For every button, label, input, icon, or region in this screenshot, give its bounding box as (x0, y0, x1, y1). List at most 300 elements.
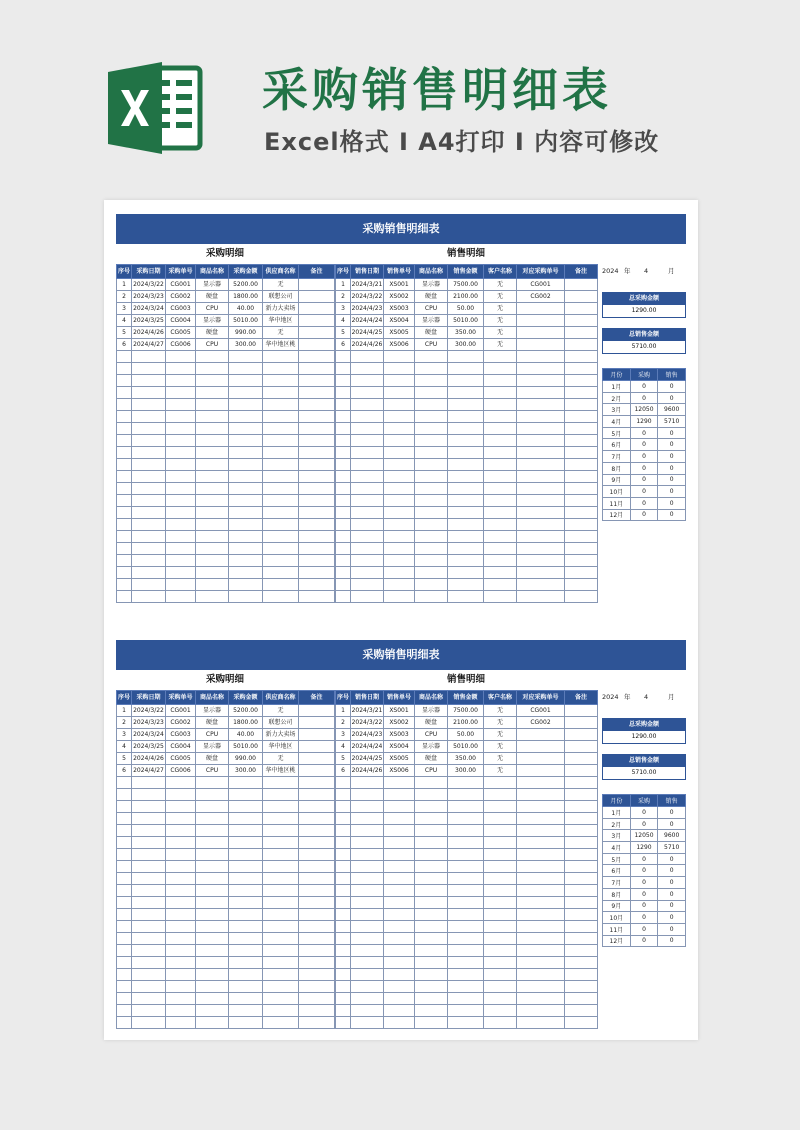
table-cell[interactable] (299, 873, 335, 885)
table-cell[interactable] (263, 1005, 299, 1017)
table-cell[interactable] (132, 351, 166, 363)
table-cell[interactable] (117, 801, 132, 813)
table-cell[interactable]: 0 (630, 877, 658, 889)
table-cell[interactable]: 华中地区 (263, 741, 299, 753)
table-cell[interactable]: 无 (484, 753, 517, 765)
table-cell[interactable] (384, 801, 415, 813)
table-cell[interactable] (299, 969, 335, 981)
table-cell[interactable] (117, 981, 132, 993)
table-cell[interactable] (196, 519, 229, 531)
table-cell[interactable] (384, 909, 415, 921)
table-cell[interactable]: 1 (336, 705, 351, 717)
table-cell[interactable]: 6 (336, 339, 351, 351)
table-cell[interactable] (336, 435, 351, 447)
table-cell[interactable] (196, 399, 229, 411)
table-cell[interactable] (132, 483, 166, 495)
table-cell[interactable] (196, 507, 229, 519)
table-cell[interactable] (565, 933, 598, 945)
table-cell[interactable] (448, 837, 484, 849)
table-cell[interactable] (484, 399, 517, 411)
table-cell[interactable] (415, 471, 448, 483)
table-cell[interactable] (299, 981, 335, 993)
table-cell[interactable]: 硬盘 (415, 291, 448, 303)
table-cell[interactable] (229, 375, 263, 387)
table-cell[interactable]: 6 (117, 765, 132, 777)
table-cell[interactable]: 2024/4/27 (132, 765, 166, 777)
table-cell[interactable] (117, 351, 132, 363)
table-cell[interactable] (351, 543, 384, 555)
table-cell[interactable] (117, 375, 132, 387)
table-cell[interactable] (517, 993, 565, 1005)
table-cell[interactable] (484, 495, 517, 507)
table-cell[interactable] (229, 933, 263, 945)
table-cell[interactable] (299, 717, 335, 729)
table-cell[interactable] (336, 447, 351, 459)
table-cell[interactable]: 3 (336, 303, 351, 315)
table-cell[interactable] (132, 897, 166, 909)
table-cell[interactable] (565, 849, 598, 861)
table-cell[interactable] (336, 1005, 351, 1017)
table-cell[interactable]: CPU (196, 303, 229, 315)
table-cell[interactable] (299, 519, 335, 531)
table-cell[interactable] (517, 837, 565, 849)
table-cell[interactable]: 硬盘 (415, 753, 448, 765)
table-cell[interactable] (132, 789, 166, 801)
table-cell[interactable] (517, 885, 565, 897)
table-cell[interactable] (229, 789, 263, 801)
table-cell[interactable] (336, 591, 351, 603)
table-cell[interactable]: 华中地区桃 (263, 339, 299, 351)
table-cell[interactable] (117, 447, 132, 459)
table-cell[interactable] (263, 579, 299, 591)
table-cell[interactable] (415, 435, 448, 447)
table-cell[interactable] (166, 507, 196, 519)
table-cell[interactable] (415, 555, 448, 567)
table-cell[interactable] (351, 993, 384, 1005)
table-cell[interactable] (229, 567, 263, 579)
table-cell[interactable] (565, 717, 598, 729)
table-cell[interactable] (336, 789, 351, 801)
table-cell[interactable] (299, 849, 335, 861)
table-cell[interactable] (351, 555, 384, 567)
table-cell[interactable] (517, 363, 565, 375)
table-cell[interactable]: 0 (630, 935, 658, 947)
table-cell[interactable] (196, 351, 229, 363)
table-cell[interactable] (517, 447, 565, 459)
table-cell[interactable]: 无 (484, 303, 517, 315)
table-cell[interactable] (166, 351, 196, 363)
table-cell[interactable]: 0 (630, 392, 658, 404)
table-cell[interactable] (415, 1017, 448, 1029)
table-cell[interactable] (263, 375, 299, 387)
table-cell[interactable] (415, 375, 448, 387)
table-cell[interactable] (336, 519, 351, 531)
table-cell[interactable]: 2024/3/21 (351, 279, 384, 291)
table-cell[interactable] (263, 363, 299, 375)
table-cell[interactable] (299, 411, 335, 423)
table-cell[interactable] (484, 459, 517, 471)
table-cell[interactable] (299, 765, 335, 777)
table-cell[interactable] (117, 471, 132, 483)
table-cell[interactable] (263, 981, 299, 993)
table-cell[interactable] (351, 399, 384, 411)
table-cell[interactable] (263, 837, 299, 849)
table-cell[interactable]: 4 (336, 315, 351, 327)
table-cell[interactable] (166, 1017, 196, 1029)
table-cell[interactable] (336, 411, 351, 423)
table-cell[interactable]: 50.00 (448, 303, 484, 315)
table-cell[interactable] (117, 387, 132, 399)
table-cell[interactable] (132, 777, 166, 789)
table-cell[interactable] (565, 705, 598, 717)
table-cell[interactable] (132, 933, 166, 945)
table-cell[interactable] (565, 471, 598, 483)
table-cell[interactable]: CG006 (166, 765, 196, 777)
table-cell[interactable] (299, 933, 335, 945)
month-value[interactable]: 4 (644, 267, 649, 275)
table-cell[interactable] (415, 507, 448, 519)
table-cell[interactable] (132, 993, 166, 1005)
table-cell[interactable]: 0 (658, 935, 686, 947)
table-cell[interactable]: 7月 (603, 451, 631, 463)
table-cell[interactable] (117, 555, 132, 567)
table-cell[interactable] (263, 543, 299, 555)
table-cell[interactable] (132, 849, 166, 861)
table-cell[interactable] (196, 435, 229, 447)
table-cell[interactable]: 无 (263, 705, 299, 717)
table-cell[interactable] (299, 531, 335, 543)
table-cell[interactable] (132, 957, 166, 969)
table-cell[interactable]: 无 (484, 705, 517, 717)
table-cell[interactable] (336, 567, 351, 579)
table-cell[interactable]: 3 (117, 303, 132, 315)
table-cell[interactable] (565, 435, 598, 447)
table-cell[interactable] (299, 579, 335, 591)
table-cell[interactable]: 显示器 (196, 279, 229, 291)
table-cell[interactable]: 10月 (603, 486, 631, 498)
table-cell[interactable]: 0 (658, 923, 686, 935)
table-cell[interactable] (229, 825, 263, 837)
table-cell[interactable]: 0 (658, 888, 686, 900)
table-cell[interactable] (351, 423, 384, 435)
table-cell[interactable]: 1月 (603, 381, 631, 393)
table-cell[interactable] (565, 567, 598, 579)
table-cell[interactable] (517, 567, 565, 579)
table-cell[interactable] (415, 969, 448, 981)
table-cell[interactable] (229, 435, 263, 447)
table-cell[interactable] (132, 495, 166, 507)
table-cell[interactable] (229, 885, 263, 897)
table-cell[interactable] (263, 993, 299, 1005)
table-cell[interactable] (565, 945, 598, 957)
table-cell[interactable]: 5 (336, 327, 351, 339)
table-cell[interactable]: 硬盘 (415, 327, 448, 339)
table-cell[interactable] (484, 957, 517, 969)
table-cell[interactable] (196, 495, 229, 507)
table-cell[interactable]: 1800.00 (229, 291, 263, 303)
table-cell[interactable] (517, 765, 565, 777)
table-cell[interactable]: 2 (336, 717, 351, 729)
table-cell[interactable]: CPU (415, 339, 448, 351)
table-cell[interactable] (299, 363, 335, 375)
table-cell[interactable] (448, 993, 484, 1005)
table-cell[interactable]: 40.00 (229, 303, 263, 315)
table-cell[interactable] (415, 933, 448, 945)
table-cell[interactable] (565, 399, 598, 411)
table-cell[interactable]: 11月 (603, 497, 631, 509)
table-cell[interactable]: 7500.00 (448, 279, 484, 291)
table-cell[interactable] (484, 363, 517, 375)
table-cell[interactable] (384, 897, 415, 909)
table-cell[interactable] (484, 387, 517, 399)
table-cell[interactable]: CPU (415, 765, 448, 777)
table-cell[interactable] (517, 945, 565, 957)
table-cell[interactable] (196, 813, 229, 825)
table-cell[interactable] (229, 861, 263, 873)
table-cell[interactable] (565, 339, 598, 351)
table-cell[interactable] (196, 825, 229, 837)
table-cell[interactable]: 2024/4/25 (351, 753, 384, 765)
table-cell[interactable] (517, 471, 565, 483)
table-cell[interactable] (565, 495, 598, 507)
table-cell[interactable] (132, 567, 166, 579)
table-cell[interactable] (196, 567, 229, 579)
table-cell[interactable] (132, 399, 166, 411)
table-cell[interactable]: 0 (658, 497, 686, 509)
table-cell[interactable] (336, 885, 351, 897)
table-cell[interactable] (484, 837, 517, 849)
table-cell[interactable]: 无 (263, 327, 299, 339)
table-cell[interactable] (484, 849, 517, 861)
table-cell[interactable]: 联想公司 (263, 717, 299, 729)
table-cell[interactable] (263, 957, 299, 969)
table-cell[interactable] (166, 849, 196, 861)
table-cell[interactable] (263, 531, 299, 543)
table-cell[interactable] (196, 789, 229, 801)
table-cell[interactable]: 2 (336, 291, 351, 303)
table-cell[interactable] (196, 969, 229, 981)
table-cell[interactable]: 显示器 (196, 315, 229, 327)
table-cell[interactable] (166, 519, 196, 531)
table-cell[interactable] (517, 777, 565, 789)
table-cell[interactable]: 40.00 (229, 729, 263, 741)
table-cell[interactable] (517, 1017, 565, 1029)
table-cell[interactable]: 2024/4/24 (351, 315, 384, 327)
table-cell[interactable] (517, 981, 565, 993)
table-cell[interactable] (132, 969, 166, 981)
table-cell[interactable] (229, 945, 263, 957)
table-cell[interactable] (565, 837, 598, 849)
table-cell[interactable] (336, 471, 351, 483)
table-cell[interactable] (132, 861, 166, 873)
table-cell[interactable] (132, 813, 166, 825)
table-cell[interactable]: 300.00 (448, 765, 484, 777)
table-cell[interactable] (117, 591, 132, 603)
table-cell[interactable] (517, 909, 565, 921)
table-cell[interactable] (565, 825, 598, 837)
table-cell[interactable] (565, 741, 598, 753)
table-cell[interactable] (299, 813, 335, 825)
table-cell[interactable] (229, 777, 263, 789)
table-cell[interactable] (384, 495, 415, 507)
table-cell[interactable] (229, 837, 263, 849)
table-cell[interactable]: 5月 (603, 853, 631, 865)
table-cell[interactable] (229, 447, 263, 459)
table-cell[interactable]: 联想公司 (263, 291, 299, 303)
table-cell[interactable] (117, 945, 132, 957)
table-cell[interactable] (448, 861, 484, 873)
table-cell[interactable] (565, 447, 598, 459)
table-cell[interactable] (299, 789, 335, 801)
table-cell[interactable] (299, 471, 335, 483)
table-cell[interactable]: 0 (658, 462, 686, 474)
table-cell[interactable] (166, 825, 196, 837)
table-cell[interactable]: CG005 (166, 753, 196, 765)
table-cell[interactable] (517, 813, 565, 825)
table-cell[interactable]: XS003 (384, 303, 415, 315)
table-cell[interactable] (415, 813, 448, 825)
table-cell[interactable] (517, 849, 565, 861)
table-cell[interactable] (448, 579, 484, 591)
table-cell[interactable] (351, 789, 384, 801)
table-cell[interactable]: 1 (336, 279, 351, 291)
table-cell[interactable]: 3 (117, 729, 132, 741)
table-cell[interactable] (299, 351, 335, 363)
table-cell[interactable] (299, 591, 335, 603)
table-cell[interactable]: 2024/3/25 (132, 741, 166, 753)
table-cell[interactable] (565, 387, 598, 399)
table-cell[interactable]: 显示器 (415, 279, 448, 291)
table-cell[interactable] (132, 435, 166, 447)
table-cell[interactable] (196, 981, 229, 993)
table-cell[interactable] (117, 483, 132, 495)
table-cell[interactable] (415, 579, 448, 591)
table-cell[interactable] (565, 543, 598, 555)
table-cell[interactable]: 2月 (603, 392, 631, 404)
table-cell[interactable] (415, 459, 448, 471)
table-cell[interactable]: 硬盘 (196, 327, 229, 339)
table-cell[interactable]: 0 (658, 474, 686, 486)
table-cell[interactable] (263, 507, 299, 519)
table-cell[interactable] (166, 531, 196, 543)
table-cell[interactable] (517, 531, 565, 543)
table-cell[interactable] (336, 399, 351, 411)
table-cell[interactable]: 3月 (603, 830, 631, 842)
table-cell[interactable]: XS002 (384, 291, 415, 303)
table-cell[interactable]: 2024/4/26 (132, 327, 166, 339)
table-cell[interactable] (351, 969, 384, 981)
table-cell[interactable] (384, 483, 415, 495)
table-cell[interactable] (229, 969, 263, 981)
table-cell[interactable]: 2月 (603, 818, 631, 830)
table-cell[interactable] (448, 399, 484, 411)
table-cell[interactable] (384, 519, 415, 531)
table-cell[interactable] (448, 933, 484, 945)
table-cell[interactable] (263, 789, 299, 801)
table-cell[interactable] (299, 339, 335, 351)
table-cell[interactable] (263, 591, 299, 603)
table-cell[interactable] (299, 777, 335, 789)
table-cell[interactable] (166, 789, 196, 801)
table-cell[interactable]: 9月 (603, 900, 631, 912)
table-cell[interactable]: 6月 (603, 865, 631, 877)
table-cell[interactable]: 0 (630, 474, 658, 486)
table-cell[interactable] (132, 1017, 166, 1029)
table-cell[interactable] (415, 591, 448, 603)
table-cell[interactable]: 2024/4/25 (351, 327, 384, 339)
table-cell[interactable]: 2024/4/24 (351, 741, 384, 753)
table-cell[interactable]: 0 (630, 865, 658, 877)
table-cell[interactable] (484, 483, 517, 495)
table-cell[interactable] (517, 435, 565, 447)
table-cell[interactable] (166, 543, 196, 555)
table-cell[interactable] (351, 825, 384, 837)
table-cell[interactable] (229, 507, 263, 519)
table-cell[interactable] (565, 531, 598, 543)
table-cell[interactable] (336, 969, 351, 981)
table-cell[interactable] (196, 861, 229, 873)
table-cell[interactable] (299, 567, 335, 579)
table-cell[interactable]: 2024/3/23 (132, 717, 166, 729)
table-cell[interactable] (415, 777, 448, 789)
table-cell[interactable] (384, 861, 415, 873)
table-cell[interactable] (166, 567, 196, 579)
table-cell[interactable] (448, 825, 484, 837)
table-cell[interactable] (263, 447, 299, 459)
table-cell[interactable] (196, 777, 229, 789)
table-cell[interactable] (132, 423, 166, 435)
table-cell[interactable] (263, 813, 299, 825)
table-cell[interactable] (384, 813, 415, 825)
table-cell[interactable]: 显示器 (415, 705, 448, 717)
table-cell[interactable]: 1290 (630, 416, 658, 428)
table-cell[interactable] (448, 789, 484, 801)
table-cell[interactable] (351, 849, 384, 861)
table-cell[interactable]: CG001 (517, 705, 565, 717)
table-cell[interactable] (484, 873, 517, 885)
table-cell[interactable] (517, 495, 565, 507)
table-cell[interactable] (384, 957, 415, 969)
table-cell[interactable]: 5 (117, 753, 132, 765)
table-cell[interactable]: CPU (415, 303, 448, 315)
table-cell[interactable] (117, 567, 132, 579)
table-cell[interactable]: 6 (117, 339, 132, 351)
table-cell[interactable]: 4 (117, 315, 132, 327)
table-cell[interactable] (196, 933, 229, 945)
table-cell[interactable] (484, 423, 517, 435)
table-cell[interactable]: CG002 (166, 717, 196, 729)
table-cell[interactable] (263, 801, 299, 813)
table-cell[interactable]: 2024/3/25 (132, 315, 166, 327)
table-cell[interactable] (517, 519, 565, 531)
table-cell[interactable] (166, 861, 196, 873)
table-cell[interactable] (415, 1005, 448, 1017)
table-cell[interactable]: XS001 (384, 279, 415, 291)
table-cell[interactable] (484, 909, 517, 921)
table-cell[interactable] (132, 375, 166, 387)
table-cell[interactable] (415, 387, 448, 399)
table-cell[interactable] (336, 897, 351, 909)
table-cell[interactable] (229, 411, 263, 423)
table-cell[interactable]: 2024/3/24 (132, 303, 166, 315)
table-cell[interactable]: 3 (336, 729, 351, 741)
table-cell[interactable] (299, 435, 335, 447)
table-cell[interactable] (299, 909, 335, 921)
table-cell[interactable] (299, 753, 335, 765)
table-cell[interactable] (166, 555, 196, 567)
table-cell[interactable]: 0 (658, 818, 686, 830)
table-cell[interactable] (415, 885, 448, 897)
